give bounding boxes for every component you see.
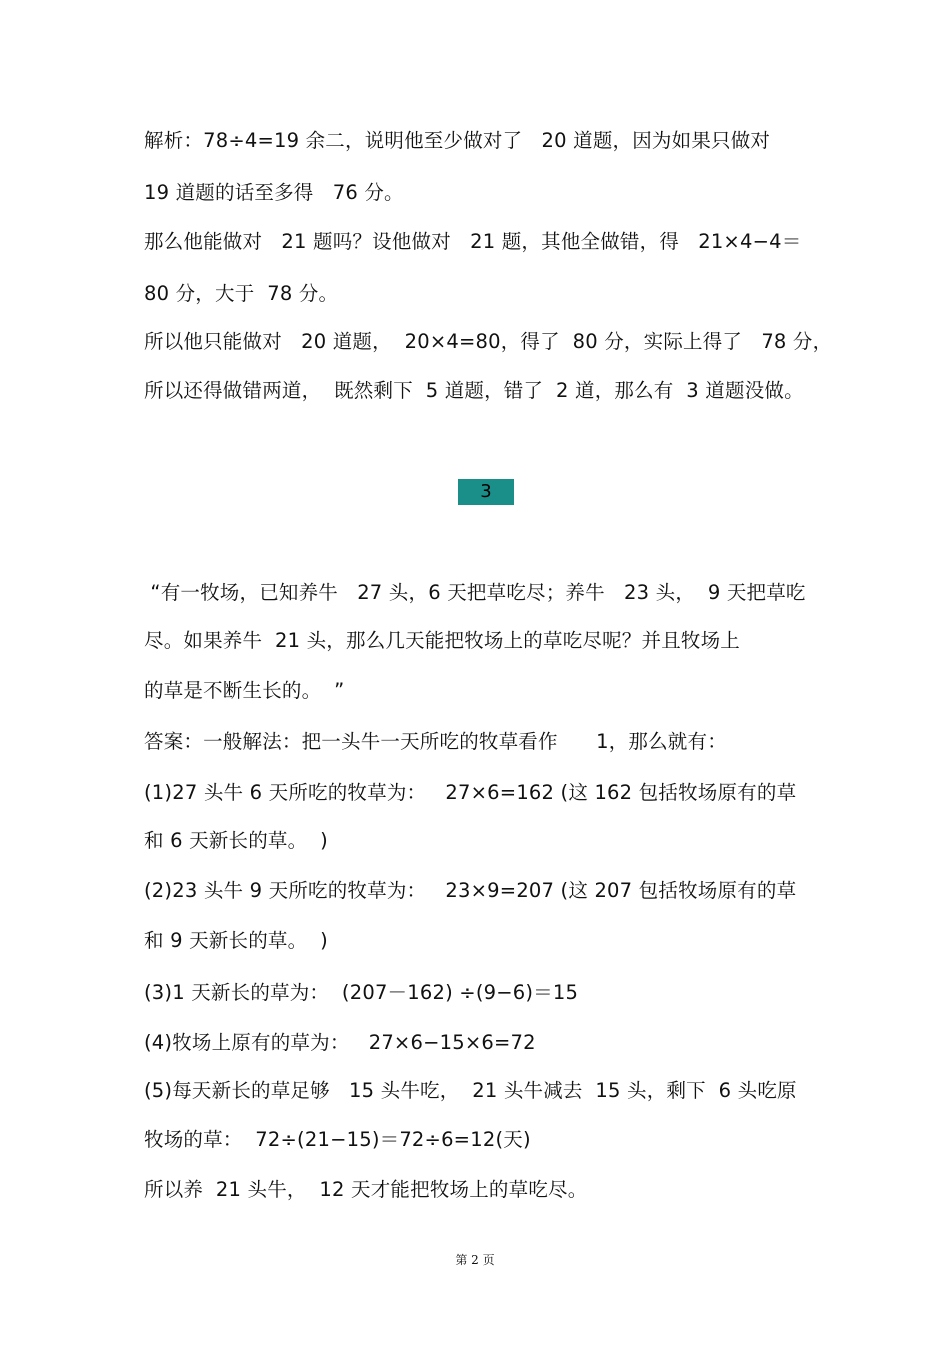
solution-line-9: 牧场的草： 72÷(21−15)＝72÷6=12(天): [144, 1128, 531, 1151]
solution-line-1: 答案：一般解法：把一头牛一天所吃的牧草看作 1，那么就有：: [144, 730, 727, 753]
solution-line-10: 所以养 21 头牛， 12 天才能把牧场上的草吃尽。: [144, 1178, 588, 1201]
analysis-line-5: 所以他只能做对 20 道题， 20×4=80，得了 80 分，实际上得了 78 分，: [144, 330, 833, 353]
problem-line-3: 的草是不断生长的。 ”: [144, 679, 345, 702]
solution-line-4: (2)23 头牛 9 天所吃的牧草为： 23×9=207 (这 207 包括牧场原有的草: [144, 879, 797, 902]
problem-line-2: 尽。如果养牛 21 头，那么几天能把牧场上的草吃尽呢？并且牧场上: [144, 629, 741, 652]
solution-line-6: (3)1 天新长的草为： (207－162) ÷(9−6)＝15: [144, 981, 579, 1004]
problem-line-1: “有一牧场，已知养牛 27 头，6 天把草吃尽；养牛 23 头， 9 天把草吃: [144, 581, 806, 604]
solution-line-2: (1)27 头牛 6 天所吃的牧草为： 27×6=162 (这 162 包括牧场原有的草: [144, 781, 797, 804]
analysis-line-6: 所以还得做错两道， 既然剩下 5 道题，错了 2 道，那么有 3 道题没做。: [144, 379, 804, 402]
analysis-line-4: 80 分，大于 78 分。: [144, 282, 339, 305]
solution-line-7: (4)牧场上原有的草为： 27×6−15×6=72: [144, 1031, 536, 1054]
section-number-badge: 3: [458, 479, 514, 505]
solution-line-8: (5)每天新长的草足够 15 头牛吃， 21 头牛减去 15 头，剩下 6 头吃原: [144, 1079, 797, 1102]
analysis-line-2: 19 道题的话至多得 76 分。: [144, 181, 404, 204]
page-footer: 第 2 页: [455, 1253, 495, 1267]
solution-line-3: 和 6 天新长的草。 ): [144, 829, 328, 852]
analysis-line-3: 那么他能做对 21 题吗？设他做对 21 题，其他全做错，得 21×4−4＝: [144, 230, 802, 253]
analysis-line-1: 解析：78÷4=19 余二，说明他至少做对了 20 道题，因为如果只做对: [144, 129, 771, 152]
solution-line-5: 和 9 天新长的草。 ): [144, 929, 328, 952]
